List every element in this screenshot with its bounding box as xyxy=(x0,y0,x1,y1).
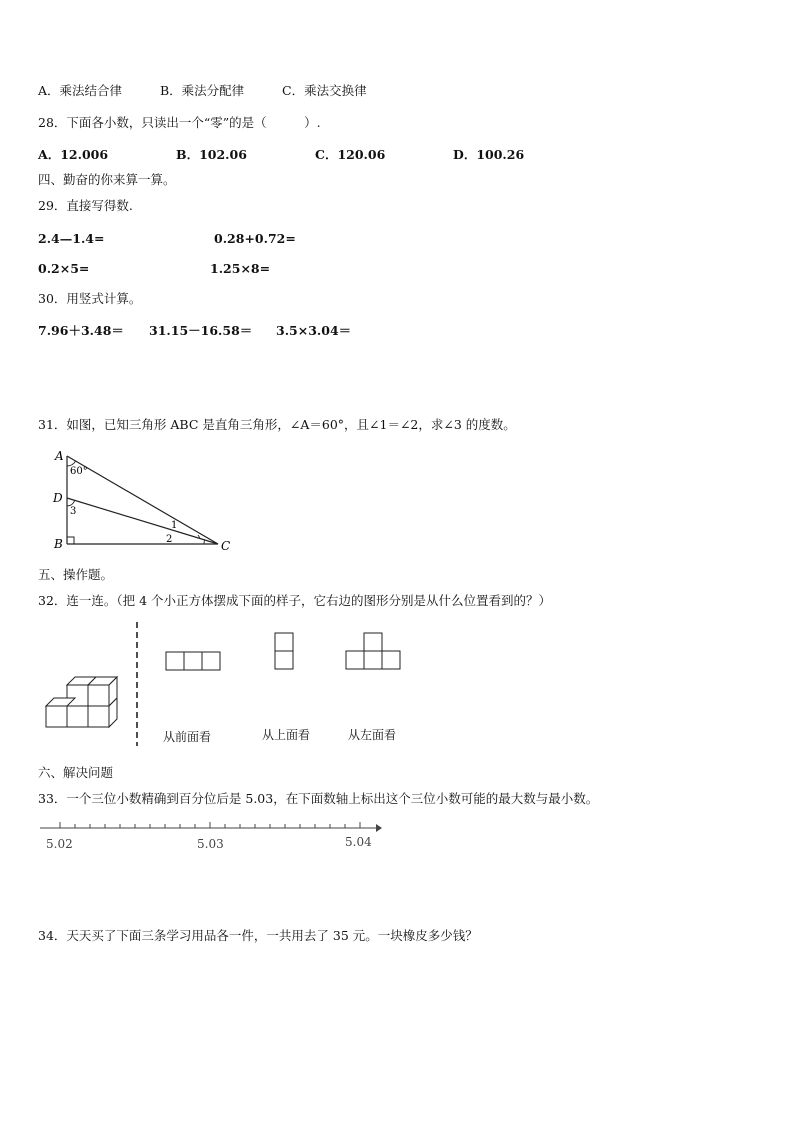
q30-stem: 30．用竖式计算。 xyxy=(38,291,142,306)
top-view-figure xyxy=(274,632,296,672)
vertex-a-label: A xyxy=(55,449,64,463)
q29-item-3: 0.2×5= xyxy=(38,261,90,276)
q28-stem: 28．下面各小数，只读出一个“零”的是（ ）. xyxy=(38,115,321,130)
q29-item-2: 0.28+0.72= xyxy=(214,231,296,246)
front-view-figure xyxy=(165,651,223,671)
number-line xyxy=(38,820,382,836)
q28-option-c: C．120.06 xyxy=(315,147,386,162)
q32-stem: 32．连一连。（把 4 个小正方体摆成下面的样子，它右边的图形分别是从什么位置看到的？） xyxy=(38,593,552,608)
view-label-front: 从前面看 xyxy=(163,730,212,744)
dashed-divider xyxy=(135,622,139,746)
left-view-figure xyxy=(345,632,403,672)
angle-3-label: 3 xyxy=(70,506,77,517)
section-6-heading: 六、解决问题 xyxy=(38,765,114,780)
axis-label-5-04: 5.04 xyxy=(345,835,372,849)
section-5-heading: 五、操作题。 xyxy=(38,567,114,582)
cube-stack-figure xyxy=(44,668,128,732)
axis-label-5-03: 5.03 xyxy=(197,837,224,851)
q29-stem: 29．直接写得数. xyxy=(38,198,133,213)
view-label-left: 从左面看 xyxy=(348,728,397,742)
vertex-b-label: B xyxy=(54,537,63,551)
q28-option-d: D．100.26 xyxy=(453,147,525,162)
angle-a-label: 60° xyxy=(70,466,88,477)
q30-item-2: 31.15－16.58＝ xyxy=(149,323,253,338)
q29-item-1: 2.4—1.4= xyxy=(38,231,105,246)
angle-1-label: 1 xyxy=(171,520,178,531)
angle-2-label: 2 xyxy=(166,534,173,545)
q30-item-1: 7.96＋3.48＝ xyxy=(38,323,124,338)
axis-label-5-02: 5.02 xyxy=(46,837,73,851)
q28-option-a: A．12.006 xyxy=(38,147,109,162)
view-label-top: 从上面看 xyxy=(262,728,311,742)
q27-option-c: C．乘法交换律 xyxy=(282,83,367,98)
q31-stem: 31．如图，已知三角形 ABC 是直角三角形，∠A＝60°，且∠1＝∠2，求∠3 的度数。 xyxy=(38,417,516,432)
section-4-heading: 四、勤奋的你来算一算。 xyxy=(38,172,176,187)
q27-option-a: A．乘法结合律 xyxy=(38,83,123,98)
vertex-d-label: D xyxy=(53,491,63,505)
q30-item-3: 3.5×3.04＝ xyxy=(276,323,352,338)
triangle-figure xyxy=(50,446,250,558)
q34-stem: 34．天天买了下面三条学习用品各一件，一共用去了 35 元。一块橡皮多少钱？ xyxy=(38,928,478,943)
q27-option-b: B．乘法分配律 xyxy=(160,83,245,98)
q33-stem: 33．一个三位小数精确到百分位后是 5.03，在下面数轴上标出这个三位小数可能的最大数与最小数。 xyxy=(38,791,599,806)
q29-item-4: 1.25×8= xyxy=(210,261,271,276)
vertex-c-label: C xyxy=(221,539,231,553)
q28-option-b: B．102.06 xyxy=(176,147,247,162)
